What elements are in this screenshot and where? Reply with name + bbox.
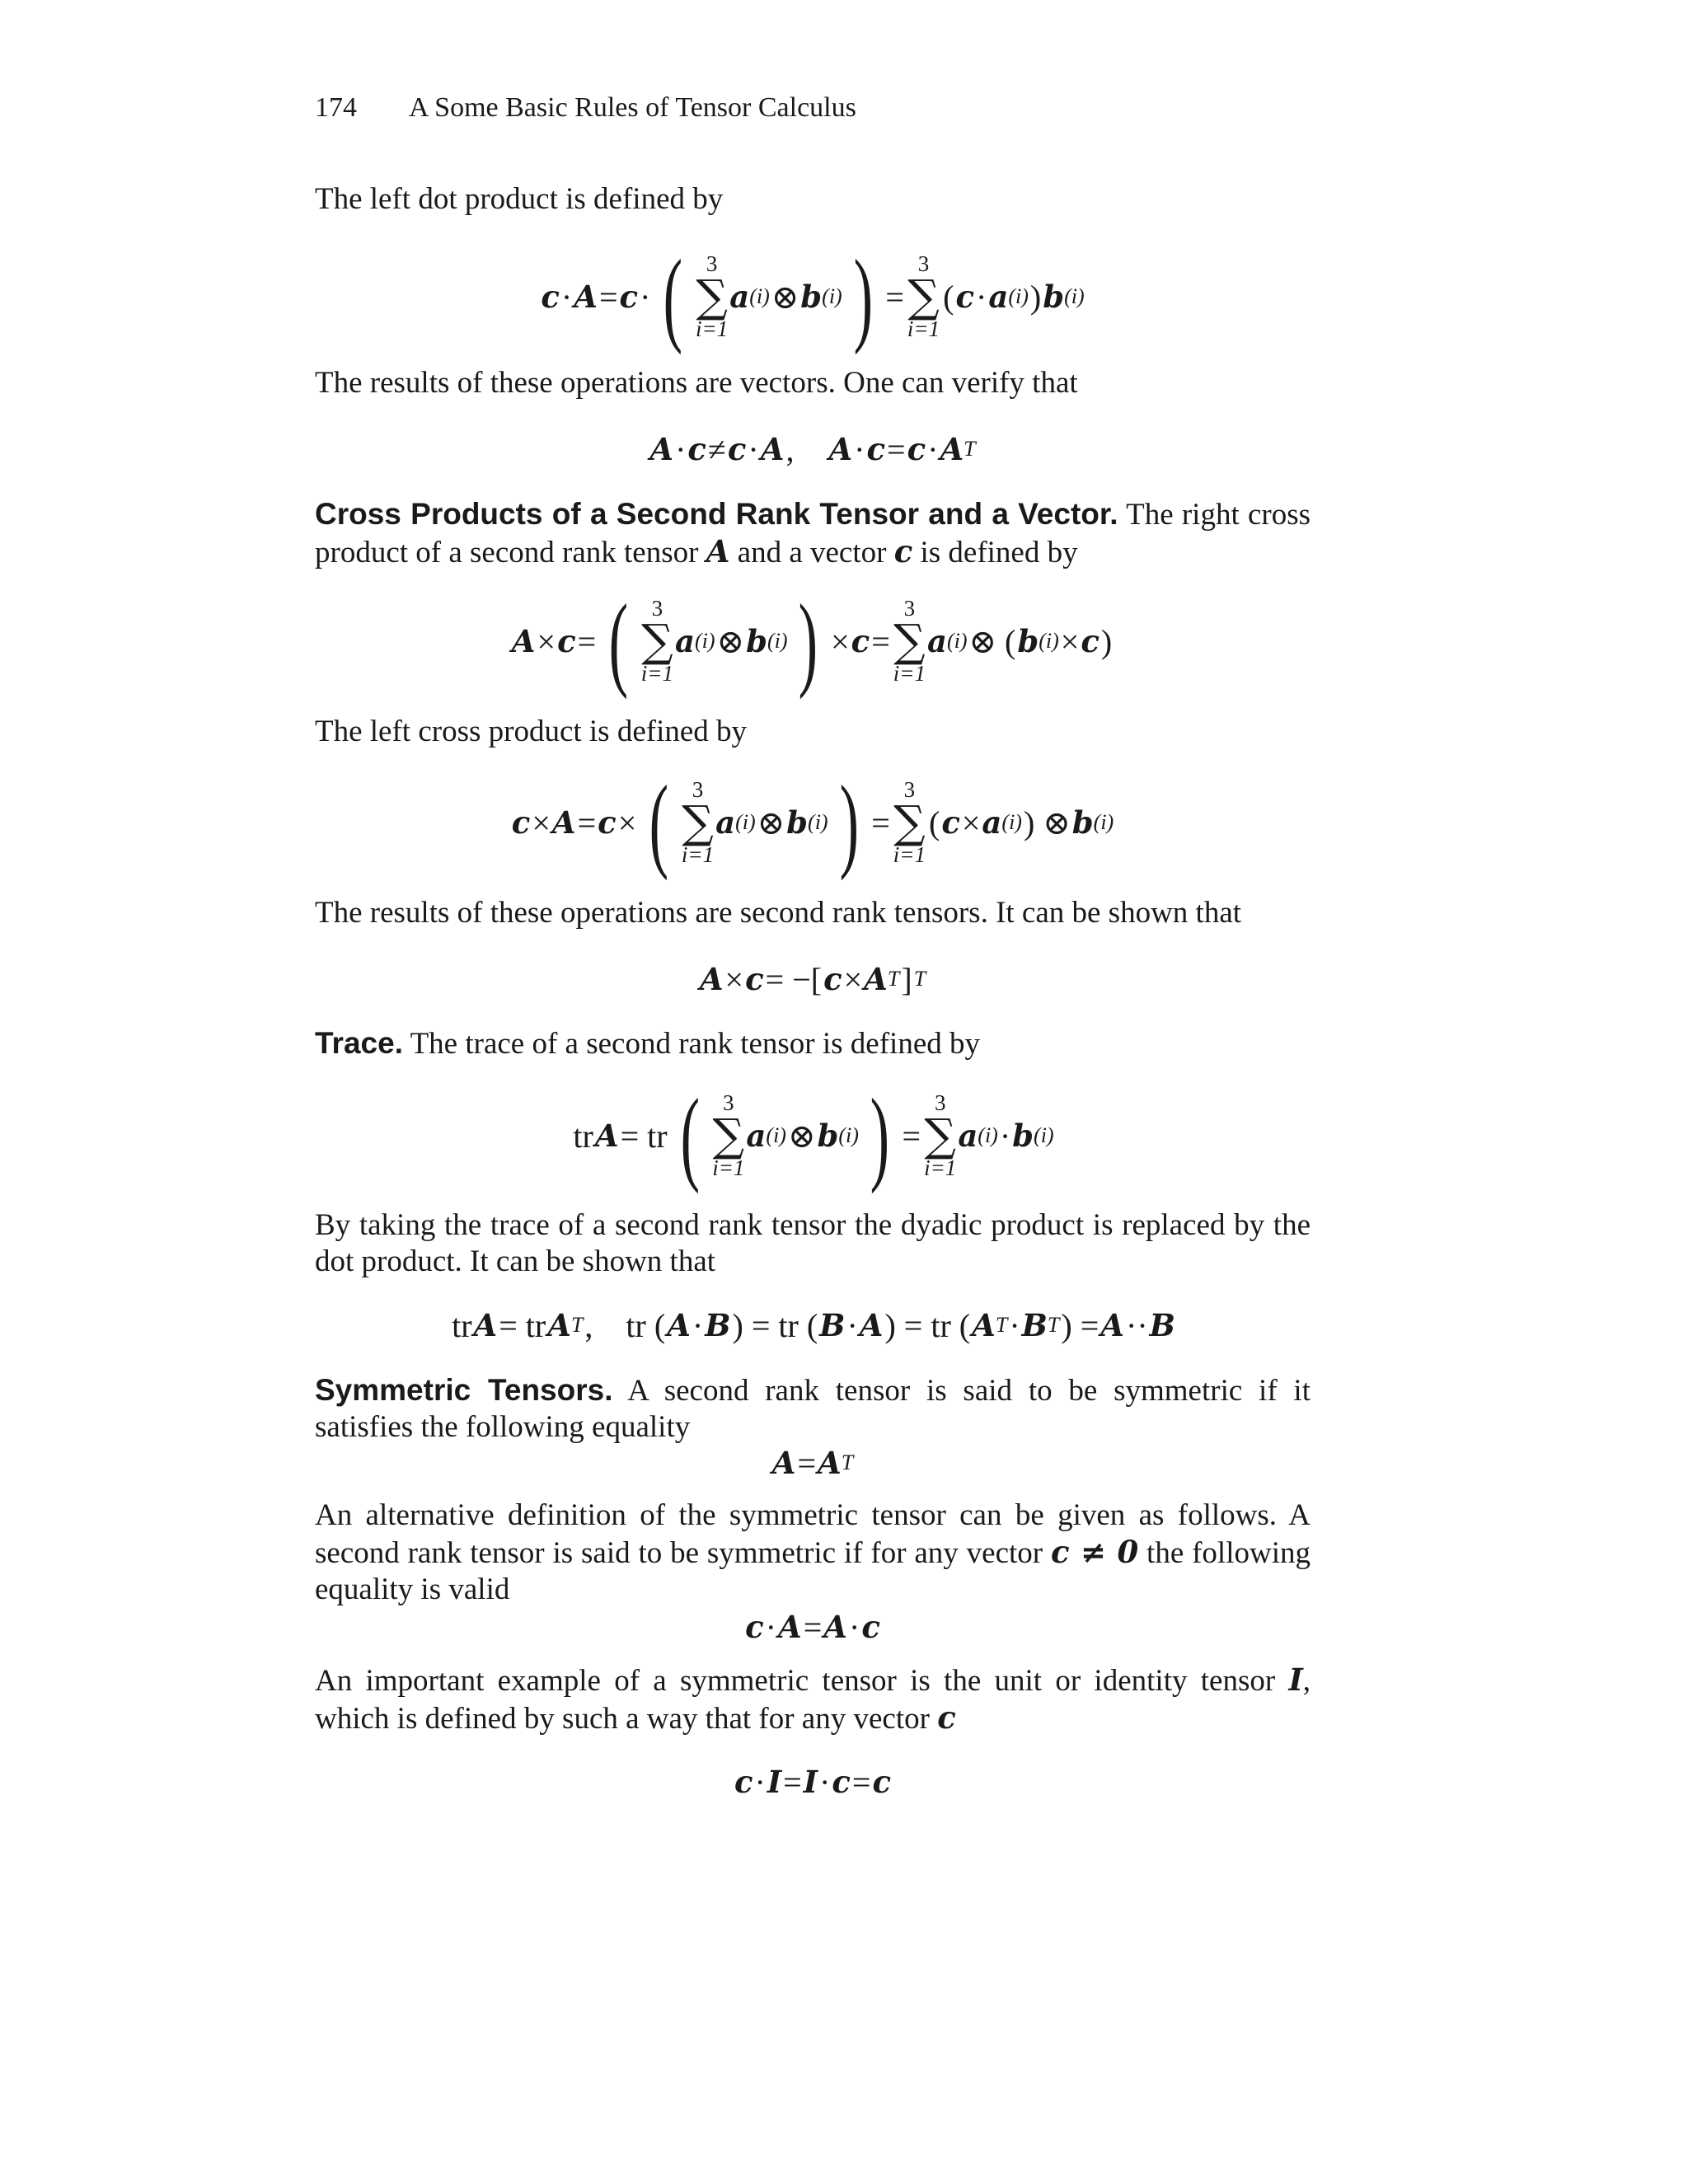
equation-identity-tensor: c · I = I · c = c	[734, 1763, 891, 1801]
equation-left-cross-product: c × A = c × ( 3 ∑ i=1 a (i) ⊗ b (i) ) = 3 ∑ i=1 ( c × a (i) ) ⊗ b (i)	[511, 764, 1114, 881]
equation-left-dot-product: c · A = c · ( 3 ∑ i=1 a (i) ⊗ b (i) ) = 3 ∑ i=1 ( c · a (i) ) b (i)	[541, 238, 1085, 355]
paragraph-left-cross: The left cross product is defined by	[315, 715, 748, 748]
chapter-title: A Some Basic Rules of Tensor Calculus	[409, 92, 856, 123]
heading-cross-products: Cross Products of a Second Rank Tensor and a Vector.	[315, 497, 1118, 531]
equation-symmetric-alt: c · A = A · c	[745, 1608, 880, 1646]
equation-symmetric: A = A T	[771, 1444, 854, 1482]
section-cross-products: Cross Products of a Second Rank Tensor and a Vector. The right cross product of a second rank tensor A and a vector c is defined by	[315, 497, 1311, 569]
heading-symmetric-tensors: Symmetric Tensors.	[315, 1373, 613, 1407]
section-trace: Trace. The trace of a second rank tensor is defined by	[315, 1026, 980, 1061]
paragraph-identity-tensor: An important example of a symmetric tensor is the unit or identity tensor I, which is defined by such a way that for any vector c	[315, 1661, 1311, 1736]
equation-dot-inequality: A · c ≠ c · A , A · c = c · A T	[649, 430, 976, 468]
paragraph-trace-dyadic: By taking the trace of a second rank tensor the dyadic product is replaced by the dot product. It can be shown that	[315, 1208, 1311, 1278]
equation-trace-identities: tr A = tr A T , tr ( A · B ) = tr ( B · A ) = tr ( A T · B T ) = A ·· B	[452, 1306, 1175, 1344]
page-number: 174	[315, 92, 357, 123]
equation-trace-definition: tr A = tr ( 3 ∑ i=1 a (i) ⊗ b (i) ) = 3 ∑ i=1 a (i) · b (i)	[573, 1077, 1054, 1194]
equation-right-cross-product: A × c = ( 3 ∑ i=1 a (i) ⊗ b (i) ) × c = 3 ∑ i=1 a (i) ⊗ ( b (i) × c )	[511, 583, 1113, 700]
paragraph-left-dot: The left dot product is defined by	[315, 182, 724, 216]
paragraph-alternative-definition: An alternative definition of the symmetric tensor can be given as follows. A second rank tensor is said to be symmetric if for any vector c ≠ 0 the following equality is valid	[315, 1498, 1311, 1606]
equation-cross-identity: A × c = −[ c × A T ] T	[699, 960, 926, 998]
section-symmetric-tensors: Symmetric Tensors. A second rank tensor is said to be symmetric if it satisfies the following equality	[315, 1373, 1311, 1444]
running-header	[315, 92, 856, 124]
paragraph-results-vectors: The results of these operations are vectors. One can verify that	[315, 366, 1078, 400]
heading-trace: Trace.	[315, 1026, 403, 1060]
paragraph-results-tensors: The results of these operations are second rank tensors. It can be shown that	[315, 896, 1242, 930]
